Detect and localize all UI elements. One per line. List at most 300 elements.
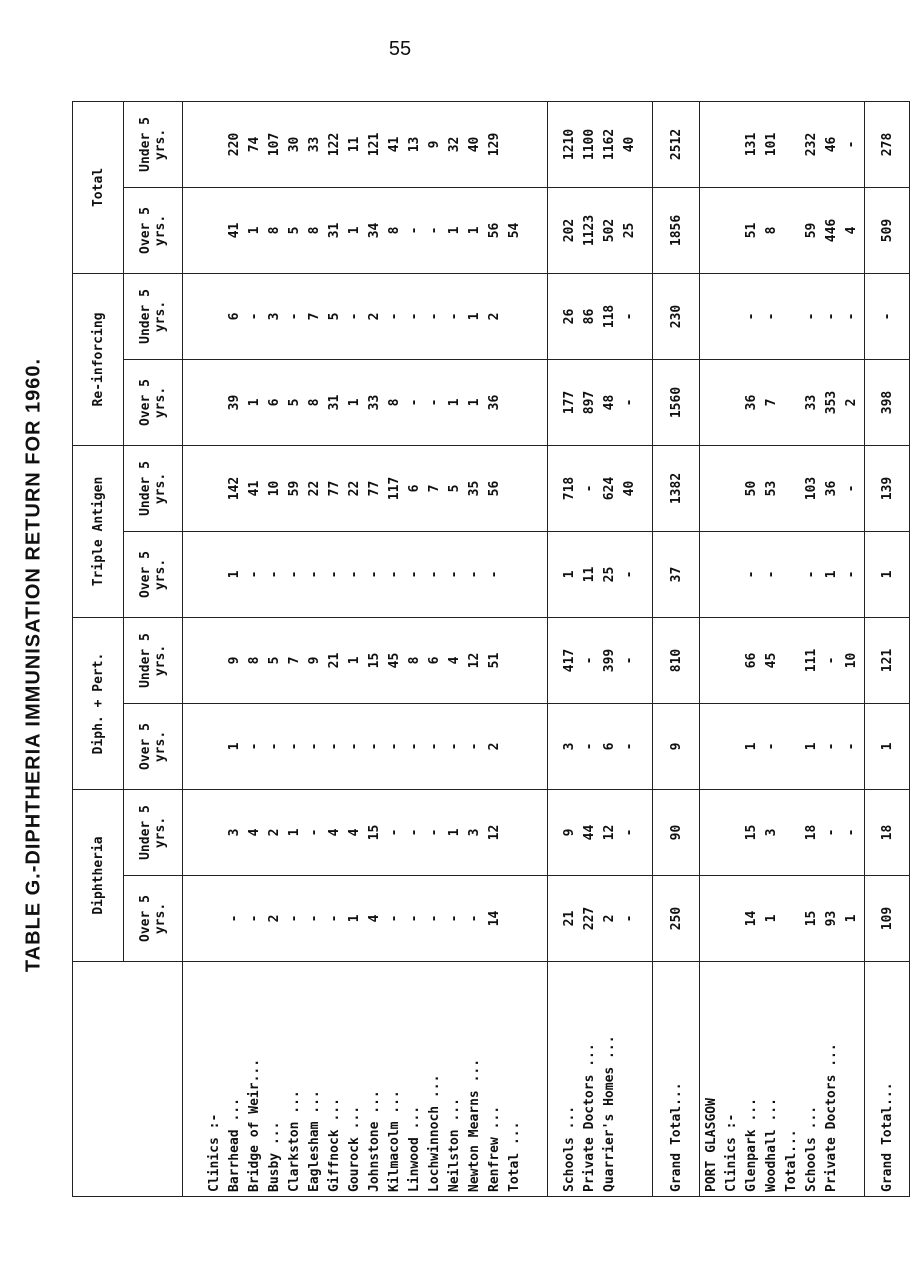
- clinic-value: -: [467, 742, 482, 751]
- clinic-value: 41: [387, 136, 402, 153]
- clinic-value: -: [307, 914, 322, 923]
- clinics-label-cell: [183, 962, 548, 1197]
- schools-values-cell: [548, 273, 653, 359]
- schools-row-value: -: [622, 398, 637, 407]
- clinic-name: Eaglesham ...: [307, 1090, 322, 1192]
- subheader-over: Over 5 yrs.: [124, 359, 183, 445]
- immunisation-table-wrapper: [72, 102, 895, 1197]
- clinic-name: Total ...: [507, 1121, 522, 1192]
- clinic-value: 107: [267, 132, 282, 157]
- clinic-value: -: [327, 570, 342, 579]
- port-glasgow-row-value: -: [804, 312, 819, 321]
- schools-row-value: 40: [622, 136, 637, 153]
- clinic-value: 8: [307, 398, 322, 407]
- schools-row-value: -: [582, 484, 597, 493]
- clinic-value: 56: [487, 480, 502, 497]
- port-glasgow-row-name: Private Doctors ...: [824, 1043, 839, 1192]
- clinic-name: Gourock ...: [347, 1105, 362, 1192]
- subheader-over: Over 5 yrs.: [124, 876, 183, 962]
- port-glasgow-row-name: Woodhall ...: [764, 1098, 779, 1192]
- heading-spacer: [205, 794, 225, 871]
- port-glasgow-row-value: 111: [804, 648, 819, 673]
- subheader-under: Under 5 yrs.: [124, 445, 183, 531]
- port-glasgow-values-cell: [700, 273, 865, 359]
- port-glasgow-row-value: 1: [804, 742, 819, 751]
- clinic-value: 1: [347, 398, 362, 407]
- schools-row-value: 12: [602, 824, 617, 841]
- schools-row-value: 1210: [562, 128, 577, 161]
- clinic-value: 1: [287, 828, 302, 837]
- clinic-value: 11: [347, 136, 362, 153]
- port-glasgow-row-value: 59: [804, 222, 819, 239]
- heading-spacer: [205, 536, 225, 613]
- port-glasgow-row-value: 446: [824, 218, 839, 243]
- heading-spacer: [702, 622, 722, 699]
- schools-row-value: 897: [582, 390, 597, 415]
- schools-values-cell: [548, 618, 653, 704]
- clinic-value: -: [287, 570, 302, 579]
- clinic-value: 122: [327, 132, 342, 157]
- clinic-name: Clarkston ...: [287, 1090, 302, 1192]
- port-glasgow-row-value: -: [824, 656, 839, 665]
- clinic-value: -: [427, 570, 442, 579]
- table-title-text: TABLE G.-DIPHTHERIA IMMUNISATION RETURN FOR 1960.: [22, 357, 45, 973]
- clinic-value: -: [367, 742, 382, 751]
- port-glasgow-row-value: -: [824, 828, 839, 837]
- clinic-value: [505, 622, 525, 699]
- port-glasgow-values-cell: [700, 876, 865, 962]
- schools-values-cell: [548, 101, 653, 187]
- port-glasgow-row-value: -: [744, 570, 759, 579]
- clinic-value: 6: [427, 656, 442, 665]
- port-glasgow-values-cell: [700, 101, 865, 187]
- clinic-value: -: [287, 914, 302, 923]
- clinic-name: Lochwinnoch ...: [427, 1074, 442, 1192]
- port-glasgow-row-name: Glenpark ...: [744, 1098, 759, 1192]
- clinic-value: [505, 364, 525, 441]
- clinic-value: 1: [247, 226, 262, 235]
- clinic-value: -: [287, 312, 302, 321]
- clinic-value: 2: [367, 312, 382, 321]
- clinic-value: -: [227, 914, 242, 923]
- port-glasgow-row-value: -: [844, 484, 859, 493]
- port-glasgow-row-value: [782, 794, 802, 871]
- heading-spacer: [722, 622, 742, 699]
- clinic-value: 8: [407, 656, 422, 665]
- schools-row-value: 11: [582, 566, 597, 583]
- group-header-diphtheria: Diphtheria: [73, 790, 124, 962]
- clinic-value: 31: [327, 394, 342, 411]
- port-glasgow-row-value: 50: [744, 480, 759, 497]
- port-glasgow-row-value: 18: [804, 824, 819, 841]
- clinic-value: [505, 536, 525, 613]
- subheader-over: Over 5 yrs.: [124, 704, 183, 790]
- heading-spacer: [702, 708, 722, 785]
- clinic-value: -: [407, 398, 422, 407]
- clinic-value: -: [427, 742, 442, 751]
- clinic-value: 8: [247, 656, 262, 665]
- port-glasgow-values-cell: [700, 359, 865, 445]
- port-glasgow-row-value: -: [744, 312, 759, 321]
- clinic-value: -: [307, 828, 322, 837]
- port-glasgow-values-cell: [700, 704, 865, 790]
- clinic-value: 1: [347, 914, 362, 923]
- port-glasgow-row-name: [842, 966, 862, 1192]
- clinic-value: -: [467, 570, 482, 579]
- port-glasgow-row-name: Schools ...: [804, 1105, 819, 1192]
- port-glasgow-label-cell: [700, 962, 865, 1197]
- grand-total-value: 37: [653, 532, 700, 618]
- schools-row-value: 1100: [582, 128, 597, 161]
- clinic-value: -: [387, 914, 402, 923]
- clinic-value: 41: [247, 480, 262, 497]
- clinic-value: -: [427, 828, 442, 837]
- clinic-value: 3: [227, 828, 242, 837]
- group-header-reinforcing: Re-inforcing: [73, 273, 124, 445]
- clinic-value: 30: [287, 136, 302, 153]
- port-glasgow-grand-total-value: 1: [865, 532, 910, 618]
- schools-row-name: Private Doctors ...: [582, 1043, 597, 1192]
- heading-spacer: [702, 278, 722, 355]
- port-glasgow-grand-total-value: 139: [865, 445, 910, 531]
- port-glasgow-grand-total-label: Grand Total...: [865, 962, 910, 1197]
- clinic-name: Busby ...: [267, 1121, 282, 1192]
- port-glasgow-row-value: [782, 708, 802, 785]
- clinic-value: 1: [347, 656, 362, 665]
- clinic-value: 2: [487, 312, 502, 321]
- port-glasgow-row-value: -: [764, 742, 779, 751]
- clinic-value: 8: [387, 398, 402, 407]
- heading-spacer: [722, 278, 742, 355]
- clinics-values-cell: [183, 618, 548, 704]
- clinics-values-cell: [183, 704, 548, 790]
- heading-spacer: [205, 708, 225, 785]
- schools-row-value: 3: [562, 742, 577, 751]
- heading-spacer: [702, 536, 722, 613]
- port-glasgow-row-value: [782, 622, 802, 699]
- heading-spacer: [722, 536, 742, 613]
- port-glasgow-row-value: 93: [824, 910, 839, 927]
- clinic-value: 32: [447, 136, 462, 153]
- clinic-value: -: [327, 914, 342, 923]
- subheader-under: Under 5 yrs.: [124, 790, 183, 876]
- clinic-name: Linwood ...: [407, 1105, 422, 1192]
- clinics-values-cell: [183, 359, 548, 445]
- clinic-value: -: [467, 914, 482, 923]
- schools-row-value: 9: [562, 828, 577, 837]
- port-glasgow-row-value: -: [764, 312, 779, 321]
- port-glasgow-grand-total-value: 109: [865, 876, 910, 962]
- port-glasgow-values-cell: [700, 790, 865, 876]
- schools-row-value: 86: [582, 308, 597, 325]
- port-glasgow-row-value: [782, 278, 802, 355]
- clinic-value: 6: [267, 398, 282, 407]
- clinic-value: -: [307, 742, 322, 751]
- clinic-value: 8: [267, 226, 282, 235]
- schools-values-cell: [548, 359, 653, 445]
- schools-row-value: -: [622, 828, 637, 837]
- clinic-value: 220: [227, 132, 242, 157]
- clinic-value: -: [287, 742, 302, 751]
- port-glasgow-row-value: 1: [824, 570, 839, 579]
- grand-total-value: 230: [653, 273, 700, 359]
- schools-row-value: 2: [602, 914, 617, 923]
- heading-spacer: [205, 880, 225, 957]
- clinic-value: -: [327, 742, 342, 751]
- port-glasgow-values-cell: [700, 618, 865, 704]
- clinic-value: 8: [307, 226, 322, 235]
- clinic-value: 14: [487, 910, 502, 927]
- clinic-name: Bridge of Weir...: [247, 1058, 262, 1192]
- clinic-value: -: [247, 570, 262, 579]
- port-glasgow-row-value: 2: [844, 398, 859, 407]
- heading-spacer: [702, 880, 722, 957]
- heading-spacer: [722, 794, 742, 871]
- clinic-value: 1: [247, 398, 262, 407]
- clinic-value: -: [347, 742, 362, 751]
- clinic-value: 5: [287, 226, 302, 235]
- port-glasgow-grand-total-value: 121: [865, 618, 910, 704]
- clinic-value: 77: [367, 480, 382, 497]
- clinic-value: -: [427, 398, 442, 407]
- clinic-value: 9: [227, 656, 242, 665]
- clinic-value: 22: [347, 480, 362, 497]
- clinic-value: 4: [247, 828, 262, 837]
- clinics-values-cell: [183, 445, 548, 531]
- clinic-value: -: [427, 312, 442, 321]
- group-header-total: Total: [73, 101, 124, 273]
- schools-row-value: 1123: [582, 214, 597, 247]
- port-glasgow-row-value: -: [844, 828, 859, 837]
- clinic-value: -: [407, 914, 422, 923]
- clinic-value: 4: [447, 656, 462, 665]
- port-glasgow-grand-total-value: 509: [865, 187, 910, 273]
- heading-spacer: [702, 794, 722, 871]
- port-glasgow-row-value: 131: [744, 132, 759, 157]
- clinic-value: [505, 794, 525, 871]
- port-glasgow-row-value: 66: [744, 652, 759, 669]
- clinic-value: 54: [507, 222, 522, 239]
- clinic-value: 2: [267, 828, 282, 837]
- port-glasgow-row-value: 15: [744, 824, 759, 841]
- port-glasgow-row-value: [782, 450, 802, 527]
- clinic-value: 7: [307, 312, 322, 321]
- clinic-value: 12: [467, 652, 482, 669]
- schools-row-value: 26: [562, 308, 577, 325]
- port-glasgow-row-value: 36: [824, 480, 839, 497]
- clinics-values-cell: [183, 876, 548, 962]
- schools-row-value: -: [622, 570, 637, 579]
- grand-total-value: 9: [653, 704, 700, 790]
- port-glasgow-heading: PORT GLASGOW: [704, 1098, 719, 1192]
- clinic-value: -: [267, 570, 282, 579]
- clinic-value: 35: [467, 480, 482, 497]
- schools-row-value: 44: [582, 824, 597, 841]
- heading-spacer: [205, 106, 225, 183]
- clinic-value: [505, 278, 525, 355]
- port-glasgow-block-row: [700, 101, 865, 1196]
- heading-spacer: [722, 192, 742, 269]
- clinic-value: -: [307, 570, 322, 579]
- clinic-value: 7: [427, 484, 442, 493]
- port-glasgow-row-value: -: [764, 570, 779, 579]
- port-glasgow-values-cell: [700, 445, 865, 531]
- port-glasgow-grand-total-value: 398: [865, 359, 910, 445]
- clinic-value: 13: [407, 136, 422, 153]
- clinic-value: -: [487, 570, 502, 579]
- clinic-value: -: [267, 742, 282, 751]
- schools-values-cell: [548, 445, 653, 531]
- clinic-value: 6: [227, 312, 242, 321]
- heading-spacer: [205, 278, 225, 355]
- clinic-value: 39: [227, 394, 242, 411]
- schools-row-value: 1: [562, 570, 577, 579]
- clinic-value: -: [387, 312, 402, 321]
- clinic-value: 56: [487, 222, 502, 239]
- port-glasgow-grand-total-value: 278: [865, 101, 910, 187]
- port-glasgow-clinics-heading: Clinics :-: [724, 1113, 739, 1192]
- clinic-value: 77: [327, 480, 342, 497]
- clinic-value: 1: [227, 570, 242, 579]
- clinics-values-cell: [183, 532, 548, 618]
- clinic-value: 9: [307, 656, 322, 665]
- group-header-diph-pert: Diph. + Pert.: [73, 618, 124, 790]
- clinic-value: 1: [447, 226, 462, 235]
- group-header-triple-antigen: Triple Antigen: [73, 445, 124, 617]
- clinic-value: 1: [447, 398, 462, 407]
- port-glasgow-row-value: 10: [844, 652, 859, 669]
- clinic-value: 40: [467, 136, 482, 153]
- schools-row-value: 1162: [602, 128, 617, 161]
- schools-row-value: 48: [602, 394, 617, 411]
- port-glasgow-grand-total-row: [865, 101, 910, 1196]
- subheader-under: Under 5 yrs.: [124, 273, 183, 359]
- clinic-value: -: [427, 914, 442, 923]
- port-glasgow-grand-total-value: -: [865, 273, 910, 359]
- immunisation-table: [72, 101, 910, 1197]
- page-number: 55: [388, 38, 412, 60]
- clinic-value: -: [347, 570, 362, 579]
- port-glasgow-row-value: -: [824, 312, 839, 321]
- subheader-under: Under 5 yrs.: [124, 618, 183, 704]
- clinic-value: 5: [447, 484, 462, 493]
- port-glasgow-grand-total-value: 18: [865, 790, 910, 876]
- clinic-value: -: [387, 742, 402, 751]
- schools-row-value: 417: [562, 648, 577, 673]
- schools-row-value: 177: [562, 390, 577, 415]
- table-title: [12, 140, 56, 1190]
- clinic-value: -: [447, 312, 462, 321]
- heading-spacer: [722, 708, 742, 785]
- schools-row-name: Quarrier's Homes ...: [602, 1035, 617, 1192]
- schools-row-value: -: [622, 742, 637, 751]
- schools-values-cell: [548, 532, 653, 618]
- clinic-value: 10: [267, 480, 282, 497]
- schools-row-value: 718: [562, 476, 577, 501]
- schools-row-value: 25: [602, 566, 617, 583]
- clinic-value: 34: [367, 222, 382, 239]
- port-glasgow-row-value: 8: [764, 226, 779, 235]
- port-glasgow-row-value: [782, 536, 802, 613]
- heading-spacer: [205, 450, 225, 527]
- clinic-value: 1: [467, 398, 482, 407]
- clinic-value: 9: [427, 140, 442, 149]
- clinic-value: -: [387, 570, 402, 579]
- port-glasgow-row-value: [782, 880, 802, 957]
- schools-row-value: 399: [602, 648, 617, 673]
- port-glasgow-row-value: 101: [764, 132, 779, 157]
- clinic-value: 1: [347, 226, 362, 235]
- clinic-value: 59: [287, 480, 302, 497]
- port-glasgow-row-value: [782, 364, 802, 441]
- schools-row-value: 502: [602, 218, 617, 243]
- clinic-value: 4: [367, 914, 382, 923]
- port-glasgow-row-value: 103: [804, 476, 819, 501]
- heading-spacer: [722, 106, 742, 183]
- grand-total-value: 1560: [653, 359, 700, 445]
- schools-row-name: [620, 966, 640, 1192]
- port-glasgow-row-value: 1: [744, 742, 759, 751]
- clinic-name: Neilston ...: [447, 1098, 462, 1192]
- clinic-value: -: [347, 312, 362, 321]
- clinic-value: 33: [307, 136, 322, 153]
- port-glasgow-grand-total-value: 1: [865, 704, 910, 790]
- clinic-value: 3: [267, 312, 282, 321]
- schools-label-cell: [548, 962, 653, 1197]
- clinic-value: [505, 106, 525, 183]
- clinic-name: Newton Mearns ...: [467, 1058, 482, 1192]
- schools-row-value: 40: [622, 480, 637, 497]
- clinic-value: 15: [367, 824, 382, 841]
- port-glasgow-row-value: -: [844, 570, 859, 579]
- clinic-value: 2: [487, 742, 502, 751]
- clinic-value: 1: [467, 226, 482, 235]
- clinic-value: -: [447, 570, 462, 579]
- port-glasgow-row-value: [782, 192, 802, 269]
- clinic-value: -: [387, 828, 402, 837]
- schools-row-value: -: [582, 742, 597, 751]
- heading-spacer: [205, 364, 225, 441]
- clinic-value: -: [407, 828, 422, 837]
- port-glasgow-row-value: 232: [804, 132, 819, 157]
- clinic-value: 33: [367, 394, 382, 411]
- schools-row-value: 21: [562, 910, 577, 927]
- heading-spacer: [702, 364, 722, 441]
- clinic-value: -: [427, 226, 442, 235]
- clinic-value: 15: [367, 652, 382, 669]
- port-glasgow-row-name: Total...: [784, 1129, 799, 1192]
- clinic-value: -: [247, 742, 262, 751]
- clinics-block-row: [183, 101, 548, 1196]
- schools-block-row: [548, 101, 653, 1196]
- schools-row-name: Schools ...: [562, 1105, 577, 1192]
- clinic-value: 4: [327, 828, 342, 837]
- clinic-name: Johnstone ...: [367, 1090, 382, 1192]
- clinic-name: Kilmacolm ...: [387, 1090, 402, 1192]
- port-glasgow-row-value: 45: [764, 652, 779, 669]
- clinics-heading: Clinics :-: [207, 1113, 222, 1192]
- port-glasgow-row-value: -: [844, 312, 859, 321]
- port-glasgow-row-value: 46: [824, 136, 839, 153]
- clinic-value: 142: [227, 476, 242, 501]
- clinic-value: 45: [387, 652, 402, 669]
- port-glasgow-row-value: [782, 106, 802, 183]
- clinic-value: 5: [287, 398, 302, 407]
- clinic-value: 36: [487, 394, 502, 411]
- clinic-value: 21: [327, 652, 342, 669]
- port-glasgow-row-value: 1: [764, 914, 779, 923]
- heading-spacer: [702, 450, 722, 527]
